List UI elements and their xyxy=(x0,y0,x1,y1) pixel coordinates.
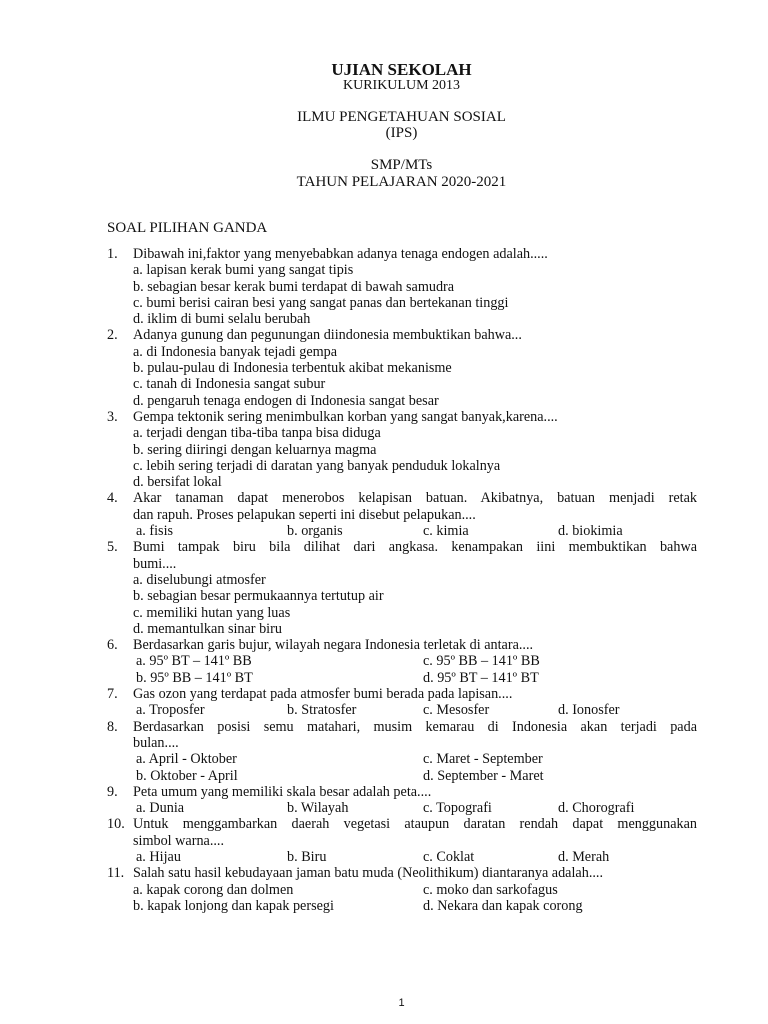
question-number: 2. xyxy=(107,327,118,344)
question-number: 11. xyxy=(107,865,125,882)
section-title: SOAL PILIHAN GANDA xyxy=(107,220,268,236)
curriculum-subtitle: KURIKULUM 2013 xyxy=(342,78,461,93)
question-text: Berdasarkan garis bujur, wilayah negara Indonesia terletak di antara.... xyxy=(133,637,534,654)
answer-option: b. sebagian besar permukaannya tertutup air xyxy=(133,588,384,605)
question-item xyxy=(107,784,697,817)
question-text: Untuk menggambarkan daerah vegetasi ataupun daratan rendah dapat menggunakan xyxy=(133,816,697,833)
question-row xyxy=(107,865,697,881)
question-text: Dibawah ini,faktor yang menyebabkan adanya tenaga endogen adalah..... xyxy=(133,246,548,262)
answer-option: b. sering diiringi dengan keluarnya magma xyxy=(133,441,377,458)
answer-options-row xyxy=(107,800,697,816)
question-number: 8. xyxy=(107,718,118,735)
answer-option: b. sebagian besar kerak bumi terdapat di bawah samudra xyxy=(133,278,455,295)
question-text: Salah satu hasil kebudayaan jaman batu muda (Neolithikum) diantaranya adalah.... xyxy=(133,865,604,882)
answer-option: b. Biru xyxy=(287,848,327,865)
question-number: 7. xyxy=(107,686,118,703)
answer-option: a. kapak corong dan dolmen xyxy=(133,881,294,898)
answer-option: c. kimia xyxy=(423,523,469,540)
question-text: Adanya gunung dan pegunungan diindonesia membuktikan bahwa... xyxy=(133,327,522,344)
answer-options-row xyxy=(107,768,697,784)
answer-option: d. bersifat lokal xyxy=(133,474,222,491)
answer-option: c. memiliki hutan yang luas xyxy=(133,604,291,621)
question-list xyxy=(107,246,697,914)
question-item xyxy=(107,327,697,408)
answer-option: d. 95º BT – 141º BT xyxy=(423,669,539,686)
question-number: 6. xyxy=(107,637,118,654)
question-text-continued: bumi.... xyxy=(133,555,177,572)
question-row xyxy=(107,816,697,832)
question-text-continued: dan rapuh. Proses pelapukan seperti ini disebut pelapukan.... xyxy=(133,506,476,523)
answer-option: d. Chorografi xyxy=(558,800,635,817)
answer-option: b. Stratosfer xyxy=(287,702,357,719)
answer-option: d. iklim di bumi selalu berubah xyxy=(133,311,311,328)
answer-option: c. 95º BB – 141º BB xyxy=(423,653,540,670)
subject-name: ILMU PENGETAHUAN SOSIAL xyxy=(297,109,506,125)
question-number: 5. xyxy=(107,539,118,556)
question-text: Akar tanaman dapat menerobos kelapisan batuan. Akibatnya, batuan menjadi retak xyxy=(133,490,697,507)
question-text-continued: bulan.... xyxy=(133,734,179,751)
question-row xyxy=(107,784,697,800)
question-text: Berdasarkan posisi semu matahari, musim kemarau di Indonesia akan terjadi pada xyxy=(133,718,697,735)
question-row xyxy=(107,246,697,262)
answer-option: a. lapisan kerak bumi yang sangat tipis xyxy=(133,262,354,279)
answer-option: d. Ionosfer xyxy=(558,702,620,719)
answer-options-row xyxy=(107,702,697,718)
question-item xyxy=(107,246,697,327)
answer-options-row xyxy=(107,898,697,914)
subject-abbreviation: (IPS) xyxy=(385,125,418,141)
answer-options-row xyxy=(107,751,697,767)
answer-option: a. Hijau xyxy=(136,848,181,865)
question-text: Peta umum yang memiliki skala besar adalah peta.... xyxy=(133,783,432,800)
question-item xyxy=(107,865,697,914)
answer-option: a. di Indonesia banyak tejadi gempa xyxy=(133,343,338,360)
question-number: 3. xyxy=(107,408,118,425)
answer-option: a. fisis xyxy=(136,523,174,540)
answer-options-row xyxy=(107,882,697,898)
answer-options-row xyxy=(107,653,697,669)
answer-option: c. moko dan sarkofagus xyxy=(423,881,558,898)
question-number: 4. xyxy=(107,490,118,507)
answer-option: d. memantulkan sinar biru xyxy=(133,620,282,637)
question-row xyxy=(107,539,697,555)
question-item xyxy=(107,490,697,539)
answer-options-row xyxy=(107,849,697,865)
answer-option: b. kapak lonjong dan kapak persegi xyxy=(133,897,334,914)
school-level: SMP/MTs xyxy=(370,157,433,173)
answer-option: a. April - Oktober xyxy=(136,751,237,768)
answer-option: c. Maret - September xyxy=(423,751,543,768)
answer-option: a. Troposfer xyxy=(136,702,205,719)
answer-option: a. terjadi dengan tiba-tiba tanpa bisa diduga xyxy=(133,425,381,442)
question-item xyxy=(107,637,697,686)
question-item xyxy=(107,686,697,719)
question-number: 1. xyxy=(107,246,118,262)
answer-option: d. pengaruh tenaga endogen di Indonesia sangat besar xyxy=(133,392,439,409)
academic-year: TAHUN PELAJARAN 2020-2021 xyxy=(296,174,507,190)
answer-option: c. bumi berisi cairan besi yang sangat panas dan bertekanan tinggi xyxy=(133,294,509,311)
answer-option: b. organis xyxy=(287,523,343,540)
answer-option: d. biokimia xyxy=(558,523,623,540)
question-row xyxy=(107,637,697,653)
answer-option: d. Nekara dan kapak corong xyxy=(423,897,583,914)
answer-option: d. Merah xyxy=(558,848,610,865)
answer-option: c. Coklat xyxy=(423,848,475,865)
answer-option: c. Mesosfer xyxy=(423,702,490,719)
answer-options-row xyxy=(107,523,697,539)
answer-option: d. September - Maret xyxy=(423,767,544,784)
question-text: Bumi tampak biru bila dilihat dari angkasa. kenampakan iini membuktikan bahwa xyxy=(133,539,697,556)
exam-title: UJIAN SEKOLAH xyxy=(331,60,472,79)
question-number: 10. xyxy=(107,816,125,833)
answer-option: b. Wilayah xyxy=(287,800,349,817)
question-item xyxy=(107,539,697,637)
answer-options-row xyxy=(107,670,697,686)
answer-option: c. lebih sering terjadi di daratan yang banyak penduduk lokalnya xyxy=(133,457,501,474)
answer-option: b. pulau-pulau di Indonesia terbentuk akibat mekanisme xyxy=(133,360,452,377)
answer-option: c. tanah di Indonesia sangat subur xyxy=(133,376,326,393)
page-number: 1 xyxy=(398,997,405,1009)
question-item xyxy=(107,816,697,865)
question-text-continued: simbol warna.... xyxy=(133,832,225,849)
question-row xyxy=(107,719,697,735)
question-text: Gempa tektonik sering menimbulkan korban yang sangat banyak,karena.... xyxy=(133,408,558,425)
question-row xyxy=(107,327,697,343)
question-row xyxy=(107,686,697,702)
question-row xyxy=(107,409,697,425)
question-item xyxy=(107,719,697,784)
answer-option: a. Dunia xyxy=(136,800,185,817)
question-text: Gas ozon yang terdapat pada atmosfer bumi berada pada lapisan.... xyxy=(133,686,513,703)
answer-option: b. Oktober - April xyxy=(136,767,238,784)
question-item xyxy=(107,409,697,490)
answer-option: b. 95º BB – 141º BT xyxy=(136,669,253,686)
answer-option: a. 95º BT – 141º BB xyxy=(136,653,252,670)
question-row xyxy=(107,490,697,506)
question-number: 9. xyxy=(107,783,118,800)
answer-option: a. diselubungi atmosfer xyxy=(133,571,266,588)
answer-option: c. Topografi xyxy=(423,800,492,817)
